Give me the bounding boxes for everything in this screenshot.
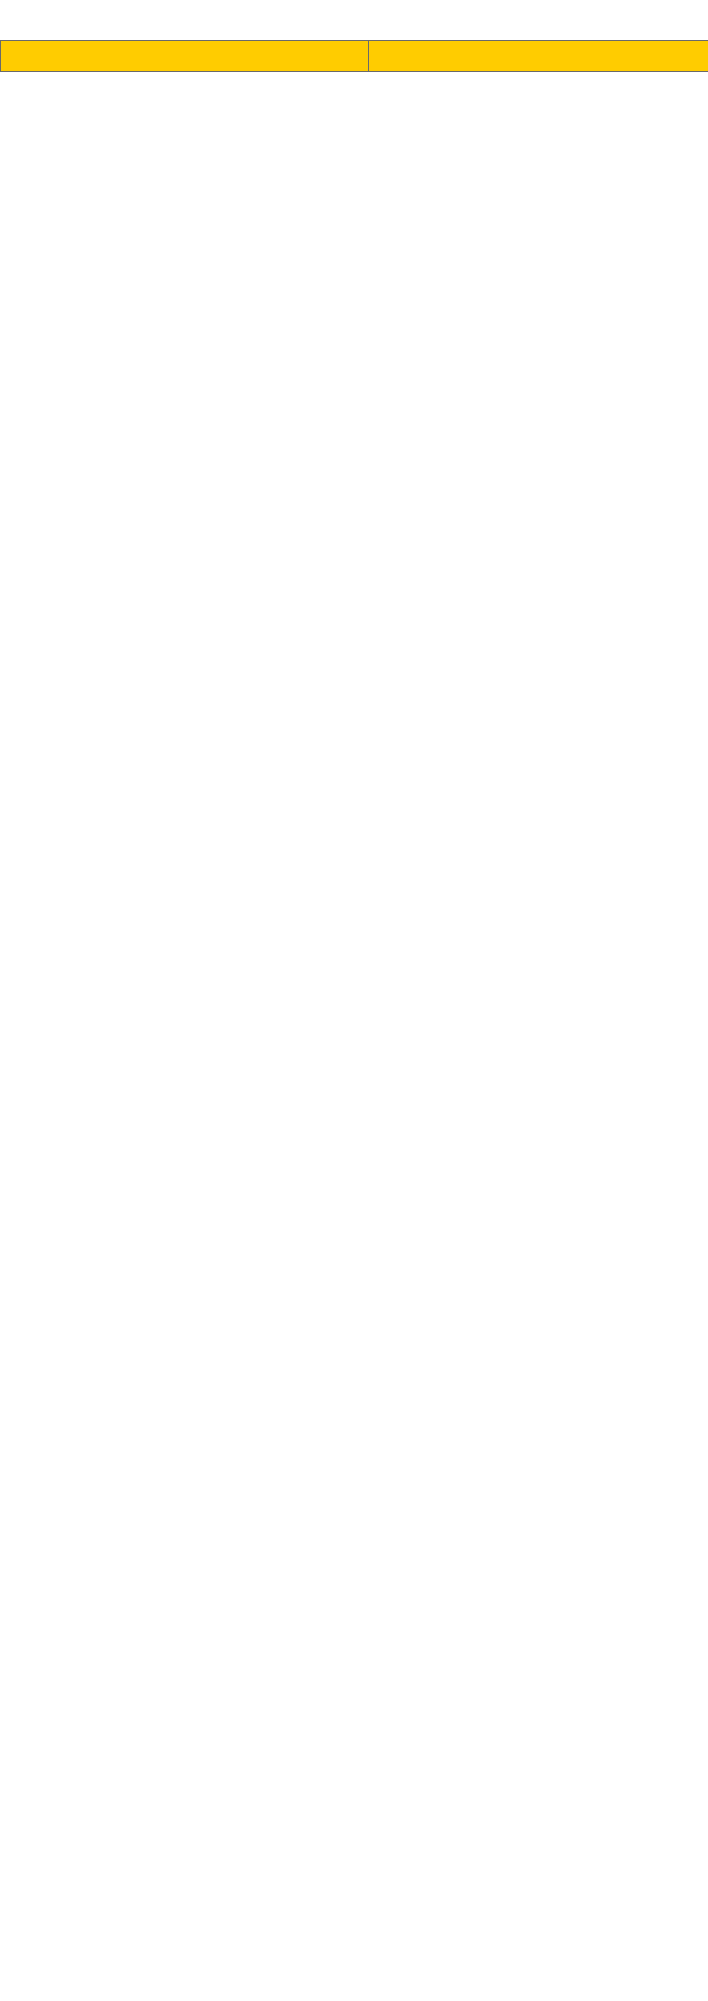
- document-title: [0, 0, 708, 40]
- column-header-location: [369, 41, 708, 72]
- table-body: [1, 41, 708, 72]
- column-header-name: [1, 41, 369, 72]
- header-row: [1, 41, 708, 72]
- tourism-objects-table: [0, 40, 708, 72]
